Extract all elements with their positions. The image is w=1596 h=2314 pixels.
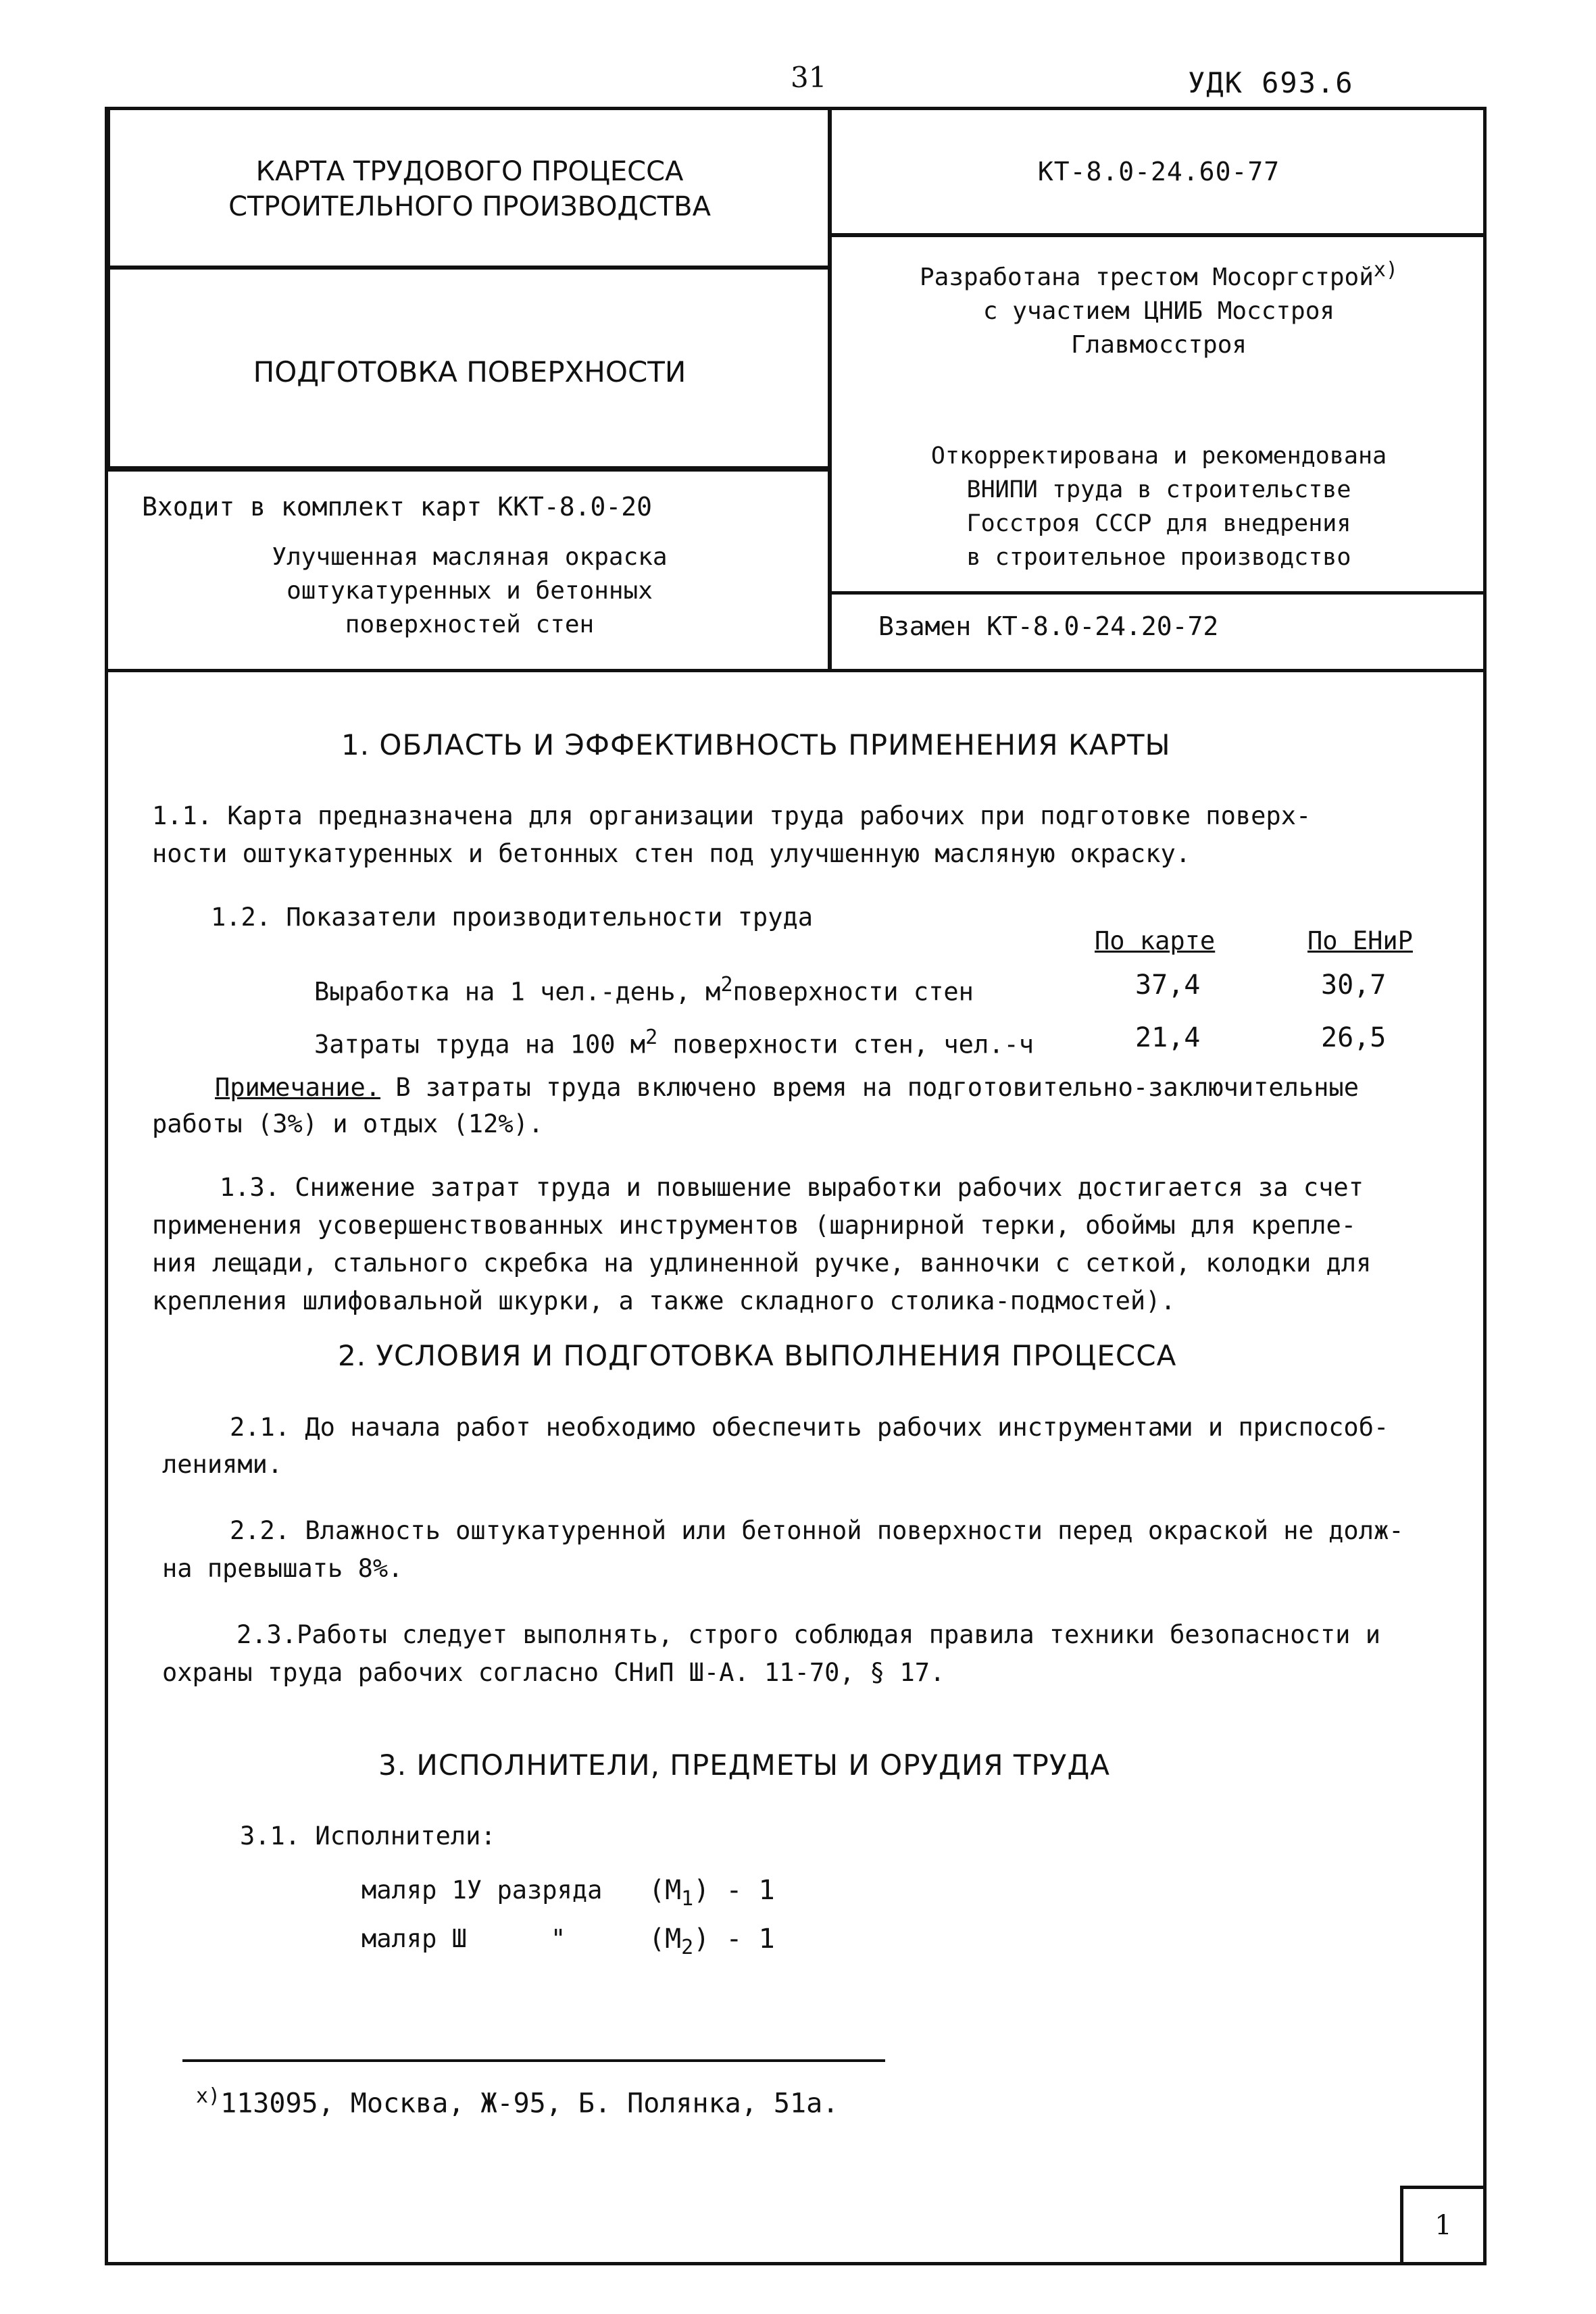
udk-code: УДК 693.6 bbox=[1188, 66, 1354, 99]
row-labor-text: Затраты труда на 100 м bbox=[314, 1030, 646, 1059]
paragraph-1-1-cont: ности оштукатуренных и бетонных стен под улучшенную масляную окраску. bbox=[152, 839, 1191, 868]
sheet-number: 1 bbox=[1400, 2186, 1487, 2265]
worker-count: ) - 1 bbox=[693, 1923, 775, 1955]
header-vertical-divider bbox=[828, 107, 832, 671]
card-type bbox=[111, 154, 828, 224]
corrected-line: ВНИПИ труда в строительстве bbox=[966, 476, 1351, 503]
card-title: ПОДГОТОВКА ПОВЕРХНОСТИ bbox=[253, 355, 687, 388]
paragraph-3-1: 3.1. Исполнители: bbox=[240, 1821, 496, 1851]
card-type-line: КАРТА ТРУДОВОГО ПРОЦЕССА bbox=[255, 156, 684, 187]
set-line: Входит в комплект карт ККТ-8.0-20 bbox=[142, 492, 652, 522]
worker-count: ) - 1 bbox=[693, 1875, 775, 1906]
note-label: Примечание. bbox=[215, 1073, 381, 1102]
superscript: 2 bbox=[720, 973, 733, 997]
header-line-left-2 bbox=[105, 466, 830, 472]
set-desc-line: поверхностей стен bbox=[345, 611, 595, 638]
paragraph-2-1-line: лениями. bbox=[162, 1450, 283, 1479]
row-output-tail: поверхности стен bbox=[732, 977, 974, 1007]
row-output-enir: 30,7 bbox=[1321, 970, 1387, 1001]
row-labor-label bbox=[314, 1019, 1034, 1063]
paragraph-2-3-line: охраны труда рабочих согласно СНиП Ш-А. 11-70, § 17. bbox=[162, 1658, 945, 1687]
developed-org: Разработана трестом Мосоргстрой bbox=[919, 263, 1374, 291]
paragraph-1-2: 1.2. Показатели производительности труда bbox=[211, 903, 814, 932]
worker-2-code bbox=[649, 1920, 775, 1967]
paragraph-2-1: 2.1. До начала работ необходимо обеспечить рабочих инструментами и приспособ- bbox=[230, 1413, 1389, 1442]
paragraph-1-1 bbox=[152, 797, 1311, 835]
set-description bbox=[132, 540, 807, 642]
card-type-line: СТРОИТЕЛЬНОГО ПРОИЗВОДСТВА bbox=[228, 191, 711, 222]
corrected-line: Откорректирована и рекомендована bbox=[930, 443, 1387, 470]
worker-1-name: маляр 1У разряда bbox=[361, 1876, 603, 1905]
worker-code: (М bbox=[649, 1923, 682, 1955]
worker-2-name: маляр Ш bbox=[361, 1924, 467, 1953]
ditto-mark: " bbox=[551, 1924, 566, 1953]
footnote-mark: x) bbox=[196, 2084, 221, 2108]
corrected-line: Госстроя СССР для внедрения bbox=[966, 510, 1351, 537]
note bbox=[215, 1069, 1359, 1107]
header-line-right-1 bbox=[830, 233, 1487, 237]
page-number: 31 bbox=[791, 61, 827, 94]
header-line-left-1 bbox=[105, 266, 830, 270]
paragraph-1-3-line: применения усовершенствованных инструментов (шарнирной терки, обоймы для крепле- bbox=[152, 1211, 1357, 1240]
para-line: 1.1. Карта предназначена для организации труда рабочих при подготовке поверх- bbox=[152, 801, 1312, 830]
developed-by bbox=[834, 253, 1483, 362]
superscript: 2 bbox=[645, 1026, 658, 1049]
developed-line bbox=[834, 253, 1483, 295]
row-output-card: 37,4 bbox=[1135, 970, 1201, 1001]
row-labor-card: 21,4 bbox=[1135, 1022, 1201, 1053]
footnote bbox=[196, 2078, 839, 2122]
set-desc-line: Улучшенная масляная окраска bbox=[272, 543, 668, 571]
note-text: В затраты труда включено время на подготовительно-заключительные bbox=[395, 1073, 1359, 1102]
paragraph-2-2-line: на превышать 8%. bbox=[162, 1554, 403, 1583]
footnote-separator bbox=[182, 2059, 885, 2062]
row-labor-tail: поверхности стен, чел.-ч bbox=[672, 1030, 1034, 1059]
card-code: КТ-8.0-24.60-77 bbox=[1037, 157, 1280, 186]
paragraph-1-3-line: ния лещади, стального скребка на удлиненной ручке, ванночки с сеткой, колодки для bbox=[152, 1249, 1372, 1278]
section-2-title: 2. УСЛОВИЯ И ПОДГОТОВКА ВЫПОЛНЕНИЯ ПРОЦЕССА bbox=[338, 1339, 1177, 1372]
subscript: 2 bbox=[681, 1936, 694, 1959]
set-desc-line: оштукатуренных и бетонных bbox=[286, 577, 653, 605]
subscript: 1 bbox=[681, 1887, 694, 1911]
footnote-text: 113095, Москва, Ж-95, Б. Полянка, 51а. bbox=[220, 2088, 839, 2119]
header-left-thick bbox=[105, 107, 110, 472]
note-cont: работы (3%) и отдых (12%). bbox=[152, 1109, 544, 1138]
worker-code: (М bbox=[649, 1875, 682, 1906]
footnote-mark: x) bbox=[1373, 258, 1398, 282]
header-bottom-line bbox=[105, 669, 1487, 672]
developed-line: с участием ЦНИБ Мосстроя bbox=[982, 297, 1335, 325]
worker-1-code bbox=[649, 1871, 775, 1918]
row-output-text: Выработка на 1 чел.-день, м bbox=[314, 977, 721, 1007]
paragraph-2-2: 2.2. Влажность оштукатуренной или бетонной поверхности перед окраской не долж- bbox=[230, 1516, 1404, 1545]
section-3-title: 3. ИСПОЛНИТЕЛИ, ПРЕДМЕТЫ И ОРУДИЯ ТРУДА bbox=[378, 1749, 1111, 1782]
replaces: Взамен КТ-8.0-24.20-72 bbox=[878, 611, 1219, 641]
paragraph-1-3: 1.3. Снижение затрат труда и повышение выработки рабочих достигается за счет bbox=[220, 1173, 1364, 1202]
corrected-by bbox=[834, 439, 1483, 574]
paragraph-2-3: 2.3.Работы следует выполнять, строго соблюдая правила техники безопасности и bbox=[236, 1620, 1380, 1649]
column-header-card: По карте bbox=[1095, 926, 1216, 955]
developed-line: Главмосстроя bbox=[1070, 331, 1247, 359]
row-labor-enir: 26,5 bbox=[1321, 1022, 1387, 1053]
row-output-label bbox=[314, 966, 974, 1011]
column-header-enir: По ЕНиР bbox=[1307, 926, 1413, 955]
paragraph-1-3-line: крепления шлифовальной шкурки, а также складного столика-подмостей). bbox=[152, 1286, 1176, 1315]
header-line-right-2 bbox=[830, 591, 1487, 595]
section-1-title: 1. ОБЛАСТЬ И ЭФФЕКТИВНОСТЬ ПРИМЕНЕНИЯ КАРТЫ bbox=[341, 728, 1171, 761]
corrected-line: в строительное производство bbox=[966, 544, 1351, 571]
